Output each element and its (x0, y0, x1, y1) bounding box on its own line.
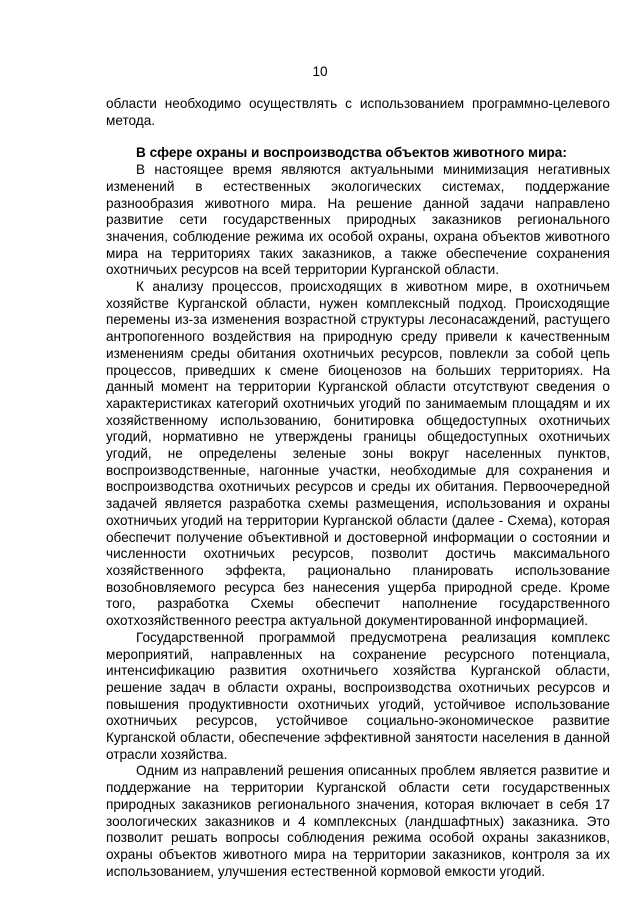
page-number: 10 (312, 64, 328, 79)
body-paragraph: Государственной программой предусмотрена реализация комплекс мероприятий, направленных на сохранение ресурсного потенциала, интенсификацию развития охотничьего хозяйства Курганской области, решение задач в области охраны, воспроизводства охотничьих ресурсов и повышения продуктивности охотничьих угодий, устойчивое использование охотничьих ресурсов, устойчивое социально-экономическое развитие Курганской области, обеспечение эффективной занятости населения в данной отрасли хозяйства. (106, 629, 610, 762)
intro-paragraph: области необходимо осуществлять с использованием программно-целевого метода. (106, 96, 610, 128)
body-paragraph: В настоящее время являются актуальными минимизация негативных изменений в естественных экологических системах, поддержание разнообразия животного мира. На решение данной задачи направлено развитие сети государственных природных заказников регионального значения, соблюдение режима их особой охраны, охрана объектов животного мира на территориях таких заказников, а также обеспечение сохранения охотничьих ресурсов на всей территории Курганской области. (106, 162, 610, 278)
section-heading: В сфере охраны и воспроизводства объектов животного мира: (136, 145, 567, 161)
body-paragraph: К анализу процессов, происходящих в животном мире, в охотничьем хозяйстве Курганской области, нужен комплексный подход. Происходящие перемены из-за изменения возрастной структуры лесонасаждений, растущего антропогенного воздействия на природную среду привели к качественным изменениям среды обитания охотничьих ресурсов, повлекли за собой цепь процессов, приведших к смене биоценозов на больших территориях. На данный момент на территории Курганской области отсутствуют сведения о характеристиках категорий охотничьих угодий по занимаемым площадям и их хозяйственному использованию, бонитировка общедоступных охотничьих угодий, нормативно не утверждены границы общедоступных охотничьих угодий, не определены зеленые зоны вокруг населенных пунктов, воспроизводственные, нагонные участки, необходимые для сохранения и воспроизводства охотничьих ресурсов и среды их обитания. Первоочередной задачей является разработка схемы размещения, использования и охраны охотничьих угодий на территории Курганской области (далее - Схема), которая обеспечит получение объективной и достоверной информации о состоянии и численности охотничьих ресурсов, позволит достичь максимального хозяйственного эффекта, рационально планировать использование возобновляемого ресурса без нанесения ущерба природной среде. Кроме того, разработка Схемы обеспечит наполнение государственного охотхозяйственного реестра актуальной документированной информацией. (106, 279, 610, 629)
document-body (106, 96, 610, 880)
body-paragraph: Одним из направлений решения описанных проблем является развитие и поддержание на территории Курганской области сети государственных природных заказников регионального значения, которая включает в себя 17 зоологических заказников и 4 комплексных (ландшафтных) заказника. Это позволит решать вопросы соблюдения режима особой охраны заказников, охраны объектов животного мира на территории заказников, контроля за их использованием, улучшения естественной кормовой емкости угодий. (106, 763, 610, 879)
